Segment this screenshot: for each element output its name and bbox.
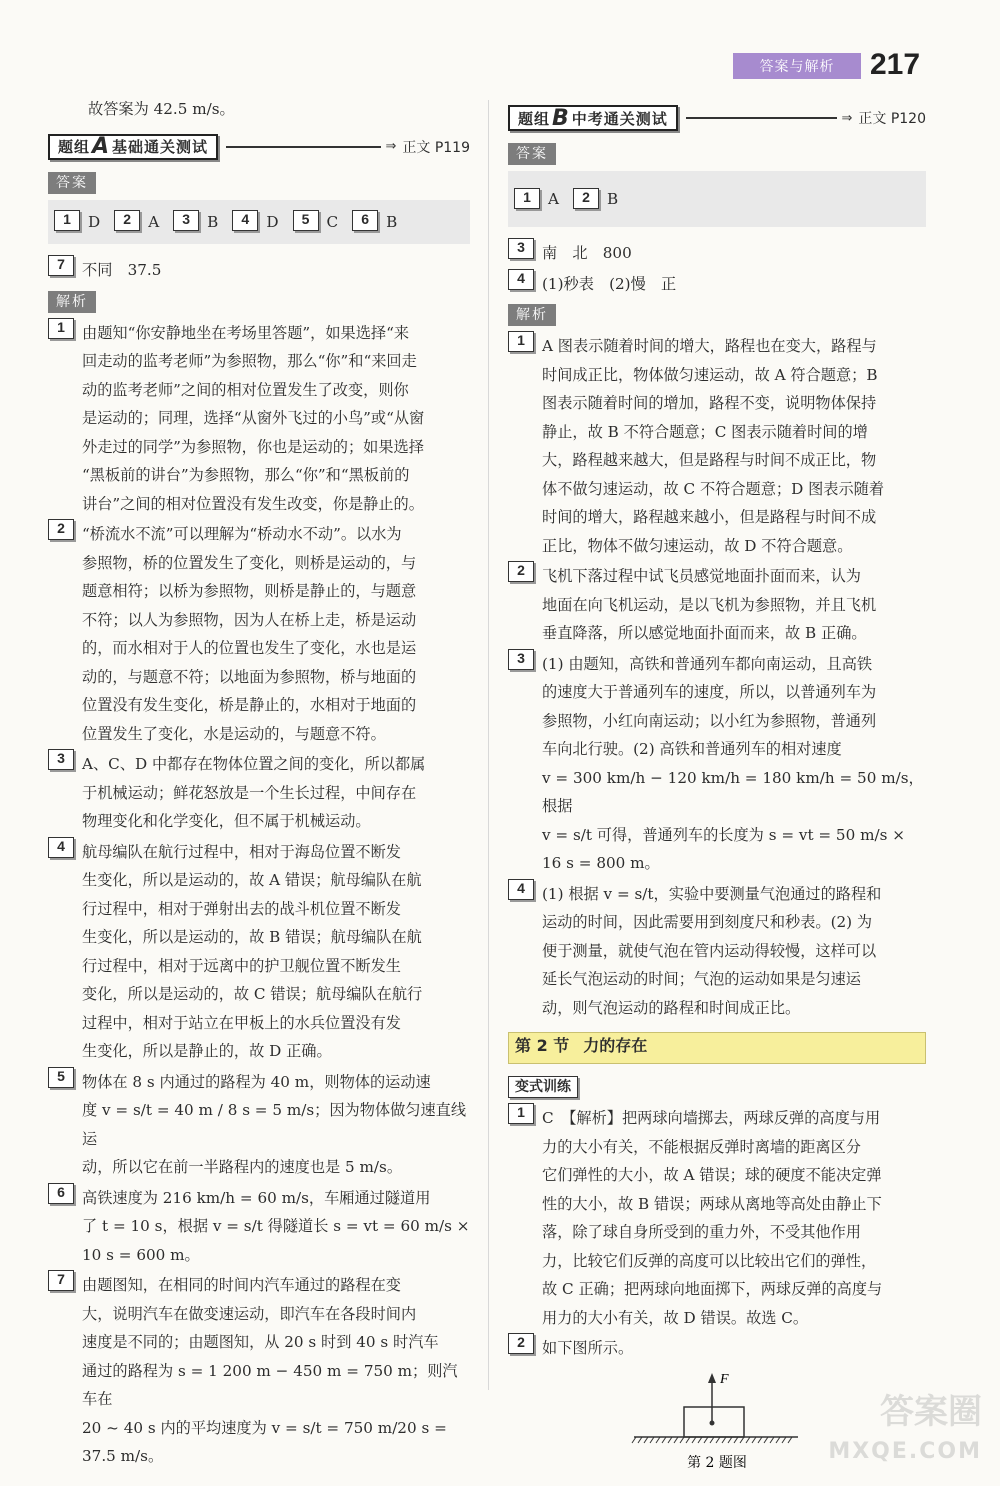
item-line: 正比，物体不做匀速运动，故 D 不符合题意。 [542,536,853,555]
right-analysis-item-4 [508,880,926,1023]
answer-3-row [508,239,926,268]
answer-value: A [148,212,160,231]
item-line: 是运动的；同理，选择“从窗外飞过的小鸟”或“从窗 [82,409,425,427]
force-label: F [720,1371,729,1387]
answer-value: 南 北 800 [542,244,632,262]
arrow-right-icon: ⇒ [841,110,853,126]
block-center-dot [710,1420,715,1425]
item-line: 16 s = 800 m。 [542,854,660,872]
section-a-title: 基础通关测试 [112,138,209,156]
item-line: 静止，故 B 不符合题意；C 图表示随着时间的增 [542,422,868,441]
answer-box-left [48,200,470,245]
answer-number: 4 [232,210,258,231]
variant-item-2 [508,1334,926,1363]
left-analysis-item-5 [48,1068,470,1182]
item-line: 车向北行驶。(2) 高铁和普通列车的相对速度 [542,740,842,758]
item-line: 动，所以它在前一半路程内的速度也是 5 m/s。 [82,1158,403,1176]
answer-number: 6 [352,210,378,231]
item-number: 3 [48,749,74,770]
item-number: 4 [48,837,74,858]
item-line: 便于测量，就使气泡在管内运动得较慢，这样可以 [542,941,877,960]
left-analysis-item-4 [48,838,470,1066]
item-line: 外走过的同学”为参照物，你也是运动的；如果选择 [82,437,424,456]
item-line: 运动的时间，因此需要用到刻度尺和秒表。(2) 为 [542,913,873,931]
analysis-tag-left: 解析 [48,291,96,313]
item-line: 行过程中，相对于远离中的护卫舰位置不断发生 [82,956,401,975]
item-line: C 【解析】把两球向墙掷去，两球反弹的高度与用 [542,1109,881,1127]
item-line: 生变化，所以是运动的，故 B 错误；航母编队在航 [82,928,422,946]
arrow-right-icon: ⇒ [385,139,397,154]
item-number: 6 [48,1183,74,1204]
section-a-letter: A [92,134,111,159]
item-line: 时间成正比，物体做匀速运动，故 A 符合题意；B [542,365,878,384]
item-text [82,319,470,519]
item-number: 5 [48,1067,74,1088]
answer-tag-left: 答案 [48,172,96,194]
answer-number: 2 [114,210,140,231]
item-line: 动，则气泡运动的路程和时间成正比。 [542,998,801,1017]
item-line: v = 300 km/h − 120 km/h = 180 km/h = 50 m/s，根据 [542,768,924,815]
left-analysis-item-1 [48,319,470,519]
column-divider [488,100,489,1390]
answer-item [514,185,559,214]
item-line: A 图表示随着时间的增大，路程也在变大，路程与 [542,337,877,355]
item-number: 1 [48,318,74,339]
section-b-rule [686,117,838,119]
item-text [82,750,470,836]
item-line: 参照物，桥的位置发生了变化，则桥是运动的，与 [82,553,417,572]
intro-line: 故答案为 42.5 m/s。 [88,100,235,118]
force-arrow-head [708,1373,716,1383]
item-line: 的速度大于普通列车的速度，所以，以普通列车为 [542,683,877,701]
item-line: 题意相符；以桥为参照物，则桥是静止的，与题意 [82,582,417,600]
item-line: 变化，所以是运动的，故 C 错误；航母编队在航行 [82,985,423,1003]
item-line: 37.5 m/s。 [82,1447,164,1465]
item-number: 2 [508,561,534,582]
item-text [82,520,470,748]
item-line: 航母编队在航行过程中，相对于海岛位置不断发 [82,842,401,861]
item-line: 由题图知，在相同的时间内汽车通过的路程在变 [82,1276,401,1294]
answer-number: 7 [48,255,74,276]
analysis-tag-right: 解析 [508,304,556,326]
left-analysis-item-2 [48,520,470,748]
item-line: 度 v = s/t = 40 m / 8 s = 5 m/s；因为物体做匀速直线运 [82,1101,467,1148]
item-text [542,562,926,648]
item-line: 速度是不同的；由题图知，从 20 s 时到 40 s 时汽车 [82,1333,439,1351]
item-line: v = s/t 可得，普通列车的长度为 s = vt = 50 m/s × [542,825,905,844]
variant-item-1 [508,1104,926,1332]
chapter-label: 第 2 节 [515,1036,570,1055]
item-line: 力的大小有关，不能根据反弹时离墙的距离区分 [542,1137,861,1156]
right-analysis-item-3 [508,650,926,878]
variant-training-tag: 变式训练 [508,1076,578,1098]
left-analysis-item-3 [48,750,470,836]
item-line: 位置发生了变化，水是运动的，与题意不符。 [82,724,386,743]
chapter-title: 力的存在 [583,1036,648,1055]
section-a-ref: 正文 P119 [402,139,470,156]
item-line: 于机械运动；鲜花怒放是一个生长过程，中间存在 [82,783,417,802]
answer-7-row [48,256,470,285]
section-b-ref: 正文 P120 [858,111,926,127]
section-b-header [508,103,926,133]
item-text [542,1104,926,1332]
item-line: A、C、D 中都存在物体位置之间的变化，所以都属 [82,755,426,773]
item-text [82,1271,470,1471]
item-line: 了 t = 10 s，根据 v = s/t 得隧道长 s = vt = 60 m/s × [82,1217,470,1235]
answer-value: (1)秒表 (2)慢 正 [542,274,677,293]
item-line: “黑板前的讲台”为参照物，那么“你”和“黑板前的 [82,466,410,484]
item-text [542,650,926,878]
item-line: (1) 由题知，高铁和普通列车都向南运动，且高铁 [542,654,873,673]
item-line: 的，而水相对于人的位置也发生了变化，水也是运 [82,639,417,657]
item-text [82,838,470,1066]
item-line: 回走动的监考老师”为参照物，那么“你”和“来回走 [82,352,417,370]
item-line: 过程中，相对于站立在甲板上的水兵位置没有发 [82,1013,401,1032]
right-analysis-item-1 [508,332,926,560]
item-line: 20 ~ 40 s 内的平均速度为 v = s/t = 750 m/20 s = [82,1418,447,1437]
item-line: 不符；以人为参照物，因为人在桥上走，桥是运动 [82,610,417,629]
item-line: 时间的增大，路程越来越小，但是路程与时间不成 [542,508,877,526]
right-analysis-list [508,332,926,1022]
item-line: 高铁速度为 216 km/h = 60 m/s，车厢通过隧道用 [82,1188,431,1207]
item-line: 物体在 8 s 内通过的路程为 40 m，则物体的运动速 [82,1072,431,1091]
right-analysis-item-2 [508,562,926,648]
item-text [542,880,926,1023]
answer-number: 3 [508,238,534,259]
item-line: 飞机下落过程中试飞员感觉地面扑面而来，认为 [542,567,861,585]
item-line: 动的监考老师”之间的相对位置发生了改变，则你 [82,380,409,399]
item-text [542,332,926,560]
item-line: 讲台”之间的相对位置没有发生改变，你是静止的。 [82,494,424,513]
item-line: 10 s = 600 m。 [82,1245,200,1264]
answer-number: 4 [508,269,534,290]
header-tag: 答案与解析 [733,53,861,79]
section-b-letter: B [552,105,570,131]
item-line: 地面在向飞机运动，是以飞机为参照物，并且飞机 [542,595,877,614]
figure-caption: 第 2 题图 [687,1454,747,1471]
item-number: 2 [48,519,74,540]
item-line: 物理变化和化学变化，但不属于机械运动。 [82,812,371,830]
answer-item [114,208,159,237]
right-column [508,95,926,1477]
answer-value: C [326,212,339,231]
item-line: “桥流水不流”可以理解为“桥动水不动”。以水为 [82,525,402,543]
page-number: 217 [870,48,921,81]
section-b-prefix: 题组 [518,109,551,128]
answer-value: D [88,212,101,231]
item-line: 行过程中，相对于弹射出去的战斗机位置不断发 [82,899,401,918]
item-line: 动的，与题意不符；以地面为参照物，桥与地面的 [82,667,417,686]
item-line: 参照物，小红向南运动；以小红为参照物，普通列 [542,711,877,730]
item-line: 大，说明汽车在做变速运动，即汽车在各段时间内 [82,1304,417,1323]
item-line: 如下图所示。 [542,1339,634,1357]
left-analysis-item-7 [48,1271,470,1471]
section-a-prefix: 题组 [58,138,91,156]
answer-item [293,208,339,237]
answer-item [352,208,397,237]
item-line: 用力的大小有关，故 D 错误。故选 C。 [542,1308,809,1327]
answer-value: B [207,212,219,231]
answer-item [54,208,100,237]
watermark-logo: 答案圈 [880,1392,982,1432]
answer-4-row [508,270,926,299]
item-line: 落，除了球自身所受到的重力外，不受其他作用 [542,1223,861,1241]
item-number: 7 [48,1270,74,1291]
answer-number: 3 [173,210,199,231]
answer-item [232,208,278,237]
watermark-url: MXQE.COM [828,1439,982,1464]
item-line: 它们弹性的大小，故 A 错误；球的硬度不能决定弹 [542,1166,882,1184]
answer-value: D [266,212,279,231]
item-line: 垂直降落，所以感觉地面扑面而来，故 B 正确。 [542,624,867,642]
answer-number: 1 [54,210,80,231]
item-line: 由题知“你安静地坐在考场里答题”，如果选择“来 [82,323,410,342]
section-a-badge [48,134,218,160]
answer-box-right [508,171,926,227]
section-a-header [48,132,470,162]
item-line: 故 C 正确；把两球向地面掷下，两球反弹的高度与 [542,1280,883,1298]
left-analysis-list [48,319,470,1471]
ground-hatching [632,1437,792,1443]
item-line: 生变化，所以是静止的，故 D 正确。 [82,1042,332,1060]
answer-number: 1 [514,188,540,209]
item-number: 2 [508,1333,534,1354]
item-line: 性的大小，故 B 错误；两球从离地等高处由静止下 [542,1194,882,1213]
item-text [82,1184,470,1270]
answer-value: B [386,212,398,231]
item-number: 4 [508,879,534,900]
watermark [810,1392,982,1472]
item-line: 大，路程越来越大，但是路程与时间不成正比，物 [542,451,877,469]
section-b-title: 中考通关测试 [571,109,668,128]
item-line: 位置没有发生变化，桥是静止的，水相对于地面的 [82,696,417,714]
item-line: 生变化，所以是运动的，故 A 错误；航母编队在航 [82,871,422,889]
item-line: 力，比较它们反弹的高度可以比较出它们的弹性， [542,1251,877,1270]
item-line: 延长气泡运动的时间；气泡的运动如果是匀速运 [542,970,861,988]
item-text [82,1068,470,1182]
item-number: 1 [508,1103,534,1124]
answer-item [173,208,218,237]
item-number: 3 [508,649,534,670]
variant-list [508,1104,926,1363]
item-number: 1 [508,331,534,352]
item-line: 通过的路程为 s = 1 200 m − 450 m = 750 m；则汽车在 [82,1361,458,1408]
chapter-heading [508,1032,926,1064]
item-line: (1) 根据 v = s/t，实验中要测量气泡通过的路程和 [542,884,882,903]
answer-tag-right: 答案 [508,143,556,165]
item-line: 体不做匀速运动，故 C 不符合题意；D 图表示随着 [542,479,885,498]
answer-value: 不同 37.5 [82,261,162,279]
answer-value: B [606,189,619,208]
section-b-badge [508,105,678,131]
answer-number: 5 [293,210,319,231]
left-analysis-item-6 [48,1184,470,1270]
answer-number: 2 [573,188,599,209]
item-text [542,1334,926,1363]
answer-item [573,185,618,214]
section-a-rule [226,146,381,148]
answer-value: A [548,189,559,208]
item-line: 图表示随着时间的增加，路程不变，说明物体保持 [542,394,877,412]
left-column [48,95,470,1473]
